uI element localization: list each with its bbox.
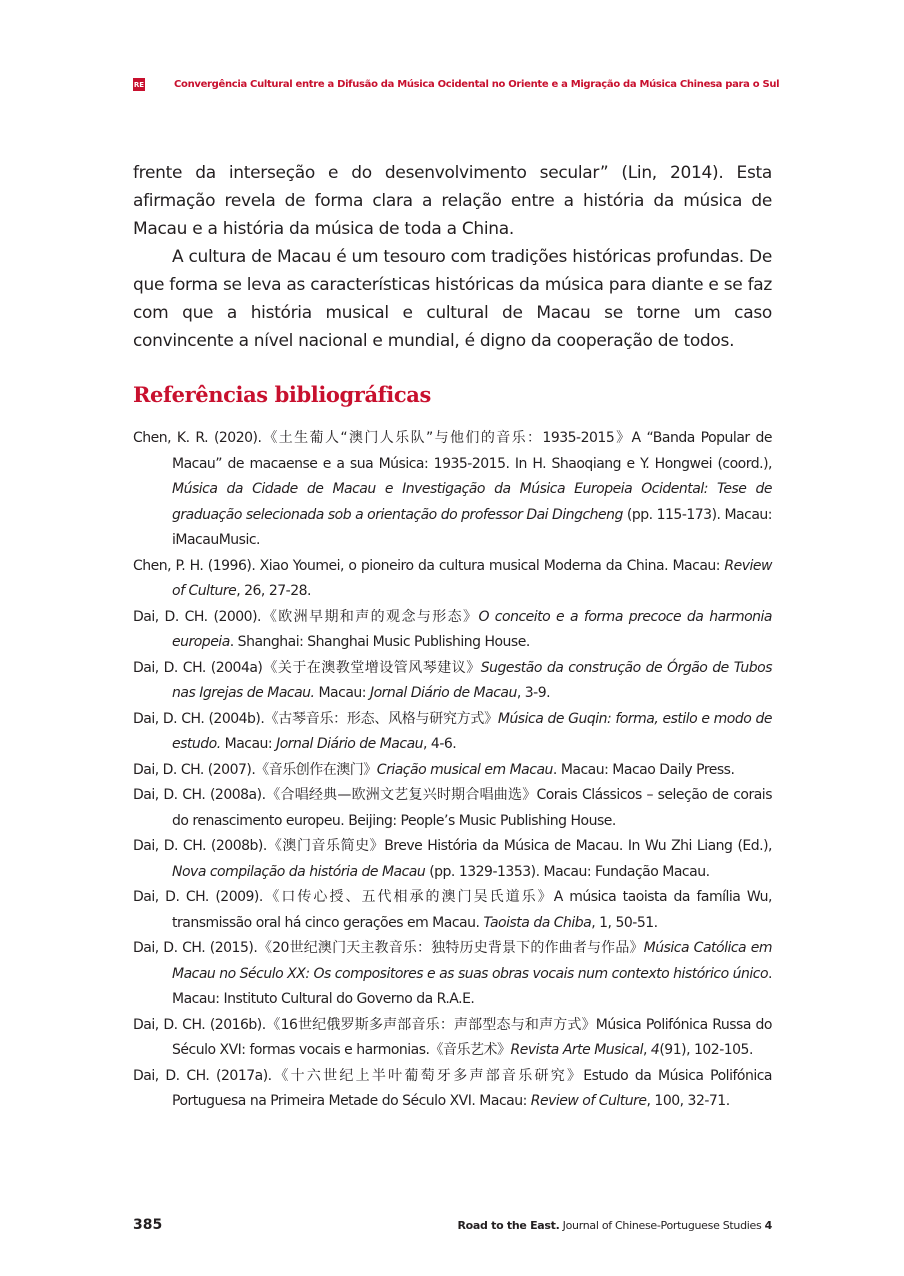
reference-entry [133, 783, 772, 834]
section-heading: Referências bibliográficas [133, 382, 431, 407]
reference-title-italic: Jornal Diário de Macau [276, 736, 424, 752]
reference-text: . Macau: Macao Daily Press. [552, 761, 735, 778]
paragraph: frente da interseção e do desenvolvimento secular” (Lin, 2014). Esta afirmação revela de forma clara a relação entre a história da música de Macau e a história da música de toda a China. [133, 163, 772, 239]
reference-entry [133, 656, 772, 707]
reference-title-italic: Música da Cidade de Macau e Investigação da Música Europeia Ocidental: Tese de graduação selecionada sob a orientação do professor Dai Dingcheng [172, 481, 772, 523]
reference-text: Dai, D. CH. (2015).《20世纪澳门天主教音乐：独特历史背景下的作曲者与作品》 [133, 940, 644, 956]
reference-entry [133, 426, 772, 554]
reference-text: (pp. 115-173). Macau: iMacauMusic. [172, 506, 773, 548]
reference-list [133, 426, 772, 1115]
reference-text: , 4-6. [423, 736, 457, 752]
reference-text: (91), 102-105. [659, 1042, 753, 1058]
reference-text: Dai, D. CH. (2016b).《16世纪俄罗斯多声部音乐：声部型态与和声方式》Música Polifónica Russa do Século XVI: formas vocais e harmonias.《音乐艺术》 [133, 1016, 772, 1058]
reference-entry [133, 1013, 772, 1064]
reference-title-italic: Jornal Diário de Macau [369, 685, 517, 701]
reference-entry [133, 605, 772, 656]
reference-entry [133, 885, 772, 936]
reference-title-italic: Criação musical em Macau [376, 761, 553, 778]
reference-title-italic: Revista Arte Musical [510, 1042, 643, 1058]
reference-title-italic: Review of Culture [530, 1093, 647, 1109]
reference-title-italic: O conceito e a forma precoce da harmonia europeia [172, 608, 772, 650]
reference-text: Dai, D. CH. (2000).《欧洲早期和声的观念与形态》 [133, 608, 479, 625]
reference-title-italic: 4 [650, 1042, 660, 1058]
reference-text: Dai, D. CH. (2008a).《合唱经典—欧洲文艺复兴时期合唱曲选》Corais Clássicos – seleção de corais do renascimento europeu. Beijing: People’s Music Publishing House. [133, 787, 772, 829]
reference-text: Macau: [220, 736, 277, 752]
reference-text: , 26, 27-28. [236, 583, 311, 599]
body-text [133, 159, 772, 355]
reference-entry [133, 554, 772, 605]
reference-text: , 3-9. [516, 685, 551, 701]
reference-entry [133, 936, 772, 1013]
reference-text: , [643, 1042, 651, 1058]
reference-text: , 1, 50-51. [591, 914, 658, 931]
reference-text: Dai, D. CH. (2007).《音乐创作在澳门》 [133, 761, 377, 778]
reference-title-italic: Música de Guqin: forma, estilo e modo de estudo. [172, 710, 772, 752]
reference-text: (pp. 1329-1353). Macau: Fundação Macau. [425, 863, 710, 880]
reference-text: Dai, D. CH. (2008b).《澳门音乐简史》Breve História da Música de Macau. In Wu Zhi Liang (Ed.), [133, 838, 772, 854]
journal-logo-icon: RE [133, 78, 145, 91]
reference-entry [133, 1064, 772, 1115]
reference-title-italic: Música Católica em Macau no Século XX: Os compositores e as suas obras vocais num contexto histórico único [172, 940, 772, 982]
reference-text: . Shanghai: Shanghai Music Publishing House. [229, 634, 530, 650]
reference-title-italic: Nova compilação da história de Macau [172, 863, 426, 880]
reference-text: Chen, P. H. (1996). Xiao Youmei, o pioneiro da cultura musical Moderna da China. Macau: [133, 557, 725, 574]
reference-text: Dai, D. CH. (2017a).《十六世纪上半叶葡萄牙多声部音乐研究》Estudo da Música Polifónica Portuguesa na Primeira Metade do Século XVI. Macau: [133, 1067, 772, 1109]
reference-title-italic: Sugestão da construção de Órgão de Tubos nas Igrejas de Macau. [172, 659, 772, 701]
reference-title-italic: Review of Culture [172, 557, 772, 599]
page-number: 385 [133, 1217, 163, 1233]
reference-text: Macau: [314, 685, 370, 701]
reference-text: , 100, 32-71. [646, 1093, 730, 1109]
reference-text: Dai, D. CH. (2004a)《关于在澳教堂增设管风琴建议》 [133, 659, 481, 676]
reference-entry [133, 707, 772, 758]
running-header [133, 78, 780, 91]
reference-text: Dai, D. CH. (2004b).《古琴音乐：形态、风格与研究方式》 [133, 710, 498, 727]
journal-issue: 4 [764, 1219, 772, 1232]
reference-text: . Macau: Instituto Cultural do Governo da R.A.E. [172, 965, 772, 1007]
reference-text: Chen, K. R. (2020).《土生葡人“澳门人乐队”与他们的音乐：1935-2015》A “Banda Popular de Macau” de macaense e a sua Música: 1935-2015. In H. Shaoqiang e Y. Hongwei (coord.), [133, 430, 772, 472]
reference-entry [133, 834, 772, 885]
reference-title-italic: Taoista da Chiba [483, 914, 592, 931]
journal-footer [457, 1219, 772, 1232]
running-title: Convergência Cultural entre a Difusão da Música Ocidental no Oriente e a Migração da Música Chinesa para o Sul [174, 79, 780, 90]
journal-subtitle: Journal of Chinese-Portuguese Studies [559, 1219, 765, 1232]
paragraph: A cultura de Macau é um tesouro com tradições históricas profundas. De que forma se leva as características históricas da música para diante e se faz com que a história musical e cultural de Macau se torne um caso convincente a nível nacional e mundial, é digno da cooperação de todos. [133, 247, 772, 351]
reference-text: Dai, D. CH. (2009).《口传心授、五代相承的澳门吴氏道乐》A música taoista da família Wu, transmissão oral há cinco gerações em Macau. [133, 889, 772, 931]
journal-name: Road to the East. [457, 1219, 560, 1232]
reference-entry [133, 758, 772, 784]
